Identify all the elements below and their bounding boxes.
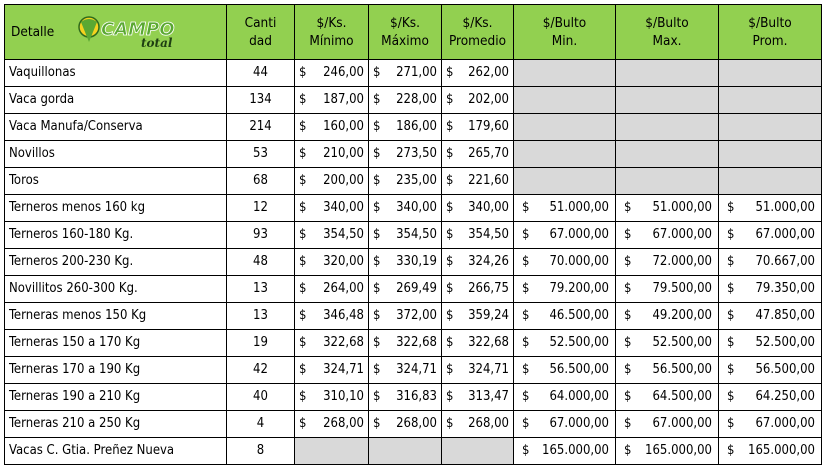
cell-value: 165.000,00 [645,443,712,458]
currency-symbol: $ [727,281,735,296]
currency-symbol: $ [299,173,307,188]
cell-bulto-max [616,87,719,114]
currency-symbol: $ [299,416,307,431]
cell-detalle: Terneras 210 a 250 Kg [5,411,227,438]
cell-value: 322,68 [468,335,509,350]
currency-symbol: $ [446,146,454,161]
cell-value: 340,00 [468,200,509,215]
currency-symbol: $ [446,254,454,269]
cell-value: 268,00 [323,416,364,431]
cell-value: 64.500,00 [652,389,712,404]
table-row [5,195,822,222]
currency-symbol: $ [727,362,735,377]
currency-symbol: $ [299,200,307,215]
currency-symbol: $ [522,416,530,431]
cell-value: 72.000,00 [652,254,712,269]
cell-value: 340,00 [323,200,364,215]
cell-ks-max [369,357,442,384]
cell-bulto-max [616,384,719,411]
cell-ks-prom [442,60,514,87]
table-row [5,303,822,330]
cell-value: 268,00 [396,416,437,431]
cell-ks-min [295,411,369,438]
header-bulto-min: $/Bulto Min. [514,5,616,60]
cell-bulto-max [616,438,719,465]
cell-value: 67.000,00 [755,416,815,431]
cell-detalle: Novillos [5,141,227,168]
header-bulto-max: $/Bulto Max. [616,5,719,60]
cell-value: 330,19 [396,254,437,269]
logo-text: CAMPO [101,19,175,40]
cell-value: 56.500,00 [549,362,609,377]
cell-cantidad: 19 [227,330,295,357]
cell-cantidad: 8 [227,438,295,465]
cell-value: 67.000,00 [549,227,609,242]
cell-cantidad: 214 [227,114,295,141]
currency-symbol: $ [299,281,307,296]
cell-detalle: Terneras menos 150 Kg [5,303,227,330]
cell-value: 313,47 [468,389,509,404]
cell-value: 372,00 [396,308,437,323]
cell-bulto-min [514,384,616,411]
cell-value: 322,68 [396,335,437,350]
cell-bulto-prom [719,303,822,330]
cell-cantidad: 44 [227,60,295,87]
currency-symbol: $ [446,335,454,350]
currency-symbol: $ [446,416,454,431]
cell-value: 79.500,00 [652,281,712,296]
cell-value: 67.000,00 [755,227,815,242]
currency-symbol: $ [727,200,735,215]
cell-value: 67.000,00 [652,416,712,431]
cell-cantidad: 4 [227,411,295,438]
cell-ks-max [369,249,442,276]
table-row [5,438,822,465]
cell-ks-min [295,438,369,465]
cell-value: 264,00 [323,281,364,296]
currency-symbol: $ [299,119,307,134]
currency-symbol: $ [727,254,735,269]
currency-symbol: $ [373,389,381,404]
cell-ks-min [295,114,369,141]
currency-symbol: $ [446,119,454,134]
currency-symbol: $ [522,389,530,404]
cell-ks-max [369,222,442,249]
currency-symbol: $ [299,146,307,161]
currency-symbol: $ [299,362,307,377]
cell-ks-max [369,411,442,438]
header-detalle [5,5,227,60]
cell-ks-max [369,114,442,141]
cell-value: 210,00 [323,146,364,161]
cell-detalle: Toros [5,168,227,195]
cell-detalle: Vaca Manufa/Conserva [5,114,227,141]
cell-value: 221,60 [468,173,509,188]
cell-bulto-max [616,303,719,330]
currency-symbol: $ [299,389,307,404]
cell-value: 186,00 [396,119,437,134]
currency-symbol: $ [373,173,381,188]
cell-bulto-prom [719,411,822,438]
currency-symbol: $ [522,227,530,242]
cell-cantidad: 134 [227,87,295,114]
currency-symbol: $ [446,308,454,323]
cell-bulto-min [514,222,616,249]
header-ks-max: $/Ks. Máximo [369,5,442,60]
cell-ks-max [369,330,442,357]
table-row [5,114,822,141]
cell-ks-min [295,357,369,384]
currency-symbol: $ [446,389,454,404]
cell-ks-max [369,303,442,330]
cell-value: 324,26 [468,254,509,269]
cell-ks-prom [442,330,514,357]
cell-value: 320,00 [323,254,364,269]
cell-ks-max [369,60,442,87]
cell-cantidad: 12 [227,195,295,222]
cell-value: 160,00 [323,119,364,134]
cell-ks-max [369,438,442,465]
cell-value: 354,50 [323,227,364,242]
cell-bulto-max [616,195,719,222]
currency-symbol: $ [522,281,530,296]
currency-symbol: $ [727,335,735,350]
cell-bulto-prom [719,141,822,168]
table-row [5,330,822,357]
cell-ks-min [295,330,369,357]
cell-cantidad: 93 [227,222,295,249]
currency-symbol: $ [446,281,454,296]
cell-ks-min [295,60,369,87]
currency-symbol: $ [624,200,632,215]
currency-symbol: $ [624,227,632,242]
currency-symbol: $ [299,92,307,107]
table-row [5,357,822,384]
cell-bulto-min [514,249,616,276]
table-row [5,249,822,276]
cell-bulto-prom [719,330,822,357]
cell-value: 271,00 [396,65,437,80]
cell-value: 52.500,00 [755,335,815,350]
currency-symbol: $ [522,443,530,458]
currency-symbol: $ [299,308,307,323]
cell-value: 235,00 [396,173,437,188]
cell-bulto-min [514,303,616,330]
cell-value: 273,50 [396,146,437,161]
cell-bulto-min [514,141,616,168]
cell-bulto-prom [719,114,822,141]
currency-symbol: $ [522,308,530,323]
currency-symbol: $ [624,335,632,350]
cell-detalle: Terneros menos 160 kg [5,195,227,222]
cell-value: 340,00 [396,200,437,215]
cell-bulto-min [514,60,616,87]
cell-value: 70.000,00 [549,254,609,269]
cell-value: 56.500,00 [755,362,815,377]
logo-subtext: total [141,36,173,50]
currency-symbol: $ [522,254,530,269]
table-row [5,168,822,195]
table-row [5,222,822,249]
currency-symbol: $ [624,389,632,404]
currency-symbol: $ [522,200,530,215]
cell-value: 64.000,00 [549,389,609,404]
cell-bulto-max [616,168,719,195]
cell-value: 268,00 [468,416,509,431]
cell-bulto-prom [719,168,822,195]
currency-symbol: $ [299,254,307,269]
cell-detalle: Terneras 190 a 210 Kg [5,384,227,411]
cell-ks-max [369,276,442,303]
cell-value: 269,49 [396,281,437,296]
cell-ks-max [369,141,442,168]
cell-value: 202,00 [468,92,509,107]
cell-ks-prom [442,114,514,141]
cell-cantidad: 48 [227,249,295,276]
cell-value: 51.000,00 [652,200,712,215]
cell-ks-min [295,249,369,276]
cell-detalle: Vacas C. Gtia. Preñez Nueva [5,438,227,465]
currency-symbol: $ [624,443,632,458]
cell-value: 165.000,00 [748,443,815,458]
cell-bulto-max [616,276,719,303]
cell-bulto-max [616,249,719,276]
cell-value: 49.200,00 [652,308,712,323]
cell-value: 265,70 [468,146,509,161]
currency-symbol: $ [727,389,735,404]
cell-detalle: Terneras 150 a 170 Kg [5,330,227,357]
table-row [5,141,822,168]
currency-symbol: $ [373,92,381,107]
cell-cantidad: 13 [227,276,295,303]
cell-ks-prom [442,168,514,195]
cell-ks-prom [442,195,514,222]
cell-ks-min [295,384,369,411]
cell-bulto-prom [719,195,822,222]
cell-value: 51.000,00 [549,200,609,215]
cell-bulto-min [514,357,616,384]
header-bulto-prom: $/Bulto Prom. [719,5,822,60]
cell-detalle: Novillitos 260-300 Kg. [5,276,227,303]
cell-bulto-min [514,195,616,222]
header-cantidad: Canti dad [227,5,295,60]
cell-ks-prom [442,249,514,276]
cell-ks-min [295,141,369,168]
livestock-price-table [4,4,822,465]
cell-cantidad: 40 [227,384,295,411]
cell-ks-prom [442,276,514,303]
currency-symbol: $ [624,362,632,377]
cell-value: 165.000,00 [542,443,609,458]
cell-value: 316,83 [396,389,437,404]
cell-value: 52.500,00 [549,335,609,350]
campo-total-logo [77,14,189,50]
cell-bulto-max [616,411,719,438]
cell-bulto-prom [719,60,822,87]
currency-symbol: $ [373,362,381,377]
cell-value: 354,50 [396,227,437,242]
currency-symbol: $ [624,281,632,296]
cell-bulto-prom [719,87,822,114]
cell-value: 47.850,00 [755,308,815,323]
cell-ks-prom [442,438,514,465]
cell-bulto-max [616,114,719,141]
currency-symbol: $ [373,416,381,431]
cell-value: 324,71 [468,362,509,377]
cell-bulto-prom [719,357,822,384]
cell-cantidad: 13 [227,303,295,330]
table-row [5,411,822,438]
cell-bulto-prom [719,276,822,303]
cell-bulto-prom [719,438,822,465]
cell-ks-min [295,87,369,114]
cell-value: 359,24 [468,308,509,323]
cell-ks-prom [442,303,514,330]
cell-ks-prom [442,87,514,114]
cell-bulto-min [514,168,616,195]
table-row [5,87,822,114]
cell-ks-min [295,276,369,303]
cell-ks-min [295,195,369,222]
cell-value: 228,00 [396,92,437,107]
cell-bulto-prom [719,222,822,249]
currency-symbol: $ [624,308,632,323]
table-body [5,60,822,465]
currency-symbol: $ [373,281,381,296]
currency-symbol: $ [727,443,735,458]
currency-symbol: $ [446,227,454,242]
currency-symbol: $ [522,335,530,350]
cell-value: 67.000,00 [652,227,712,242]
currency-symbol: $ [446,173,454,188]
currency-symbol: $ [373,200,381,215]
cell-ks-max [369,168,442,195]
cell-cantidad: 68 [227,168,295,195]
cell-bulto-max [616,357,719,384]
currency-symbol: $ [727,227,735,242]
currency-symbol: $ [727,416,735,431]
currency-symbol: $ [446,65,454,80]
cell-value: 246,00 [323,65,364,80]
currency-symbol: $ [446,92,454,107]
cell-bulto-prom [719,384,822,411]
cell-value: 64.250,00 [755,389,815,404]
currency-symbol: $ [373,227,381,242]
currency-symbol: $ [446,200,454,215]
cell-detalle: Vaca gorda [5,87,227,114]
cell-bulto-max [616,330,719,357]
cell-ks-max [369,87,442,114]
cell-detalle: Vaquillonas [5,60,227,87]
cell-value: 324,71 [323,362,364,377]
cell-value: 56.500,00 [652,362,712,377]
cell-ks-prom [442,411,514,438]
currency-symbol: $ [299,227,307,242]
cell-ks-prom [442,141,514,168]
cell-ks-max [369,195,442,222]
table-row [5,384,822,411]
currency-symbol: $ [727,308,735,323]
header-ks-min: $/Ks. Mínimo [295,5,369,60]
currency-symbol: $ [373,254,381,269]
cell-ks-min [295,168,369,195]
cell-detalle: Terneros 160-180 Kg. [5,222,227,249]
currency-symbol: $ [624,254,632,269]
cell-value: 46.500,00 [549,308,609,323]
cell-cantidad: 42 [227,357,295,384]
currency-symbol: $ [373,119,381,134]
currency-symbol: $ [373,146,381,161]
cell-bulto-prom [719,249,822,276]
cell-detalle: Terneros 200-230 Kg. [5,249,227,276]
header-row [5,5,822,60]
cell-ks-max [369,384,442,411]
cell-cantidad: 53 [227,141,295,168]
cell-value: 200,00 [323,173,364,188]
cell-detalle: Terneras 170 a 190 Kg [5,357,227,384]
currency-symbol: $ [299,65,307,80]
cell-bulto-max [616,60,719,87]
cell-value: 179,60 [468,119,509,134]
cell-bulto-min [514,276,616,303]
cell-value: 67.000,00 [549,416,609,431]
cell-ks-min [295,222,369,249]
cell-ks-prom [442,357,514,384]
cell-value: 354,50 [468,227,509,242]
cell-ks-min [295,303,369,330]
currency-symbol: $ [299,335,307,350]
currency-symbol: $ [373,65,381,80]
price-table-container [4,4,822,465]
table-row [5,60,822,87]
cell-value: 70.667,00 [755,254,815,269]
currency-symbol: $ [446,362,454,377]
cell-bulto-min [514,438,616,465]
cell-bulto-min [514,114,616,141]
cell-bulto-min [514,87,616,114]
table-row [5,276,822,303]
cell-bulto-min [514,411,616,438]
header-ks-prom: $/Ks. Promedio [442,5,514,60]
currency-symbol: $ [373,335,381,350]
currency-symbol: $ [522,362,530,377]
cell-value: 79.350,00 [755,281,815,296]
cell-value: 79.200,00 [549,281,609,296]
cell-value: 266,75 [468,281,509,296]
cell-value: 187,00 [323,92,364,107]
cell-bulto-min [514,330,616,357]
currency-symbol: $ [624,416,632,431]
cell-value: 322,68 [323,335,364,350]
cell-bulto-max [616,141,719,168]
header-detalle-label: Detalle [11,24,55,40]
cell-value: 262,00 [468,65,509,80]
currency-symbol: $ [373,308,381,323]
cell-value: 346,48 [323,308,364,323]
cell-value: 310,10 [323,389,364,404]
cell-value: 324,71 [396,362,437,377]
cell-ks-prom [442,384,514,411]
cell-ks-prom [442,222,514,249]
cell-value: 52.500,00 [652,335,712,350]
cell-bulto-max [616,222,719,249]
cell-value: 51.000,00 [755,200,815,215]
